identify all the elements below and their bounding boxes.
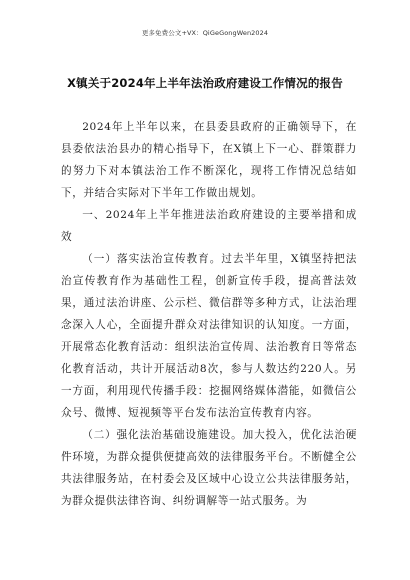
section-paragraph: （一）落实法治宣传教育。过去半年里，X镇坚持把法治宣传教育作为基础性工程，创新宣传手段，提高普法效果，通过法治讲座、公示栏、微信群等多种方式，让法治理念深入人心，全面提升群众对法律知识的认知度。一方面，开展常态化教育活动：组织法治宣传周、法治教育日等常态化教育活动，共计开展活动8次，参与人数达约220人。另一方面，利用现代传播手段：挖掘网络媒体潜能，如微信公众号、微博、短视频等平台发布法治宣传教育内容。: [61, 253, 357, 419]
document-title: X镇关于2024年上半年法治政府建设工作情况的报告: [67, 76, 343, 90]
document-body: [61, 116, 357, 512]
section-heading: 一、2024年上半年推进法治政府建设的主要举措和成效: [61, 209, 357, 243]
intro-paragraph: 2024年上半年以来，在县委县政府的正确领导下，在县委依法治县办的精心指导下，在X镇上下一心、群策群力的努力下对本镇法治工作不断深化，现将工作情况总结如下，并结合实际对下半年工作做出规划。: [61, 121, 357, 199]
header-note: 更多免费公文+VX：QiGeGongWen2024: [141, 29, 269, 37]
section-paragraph: （二）强化法治基础设施建设。加大投入，优化法治硬件环境，为群众提供便捷高效的法律服务平台。不断健全公共法律服务站，在村委会及区域中心设立公共法律服务站，为群众提供法律咨询、纠纷调解等一站式服务。为: [61, 429, 357, 507]
